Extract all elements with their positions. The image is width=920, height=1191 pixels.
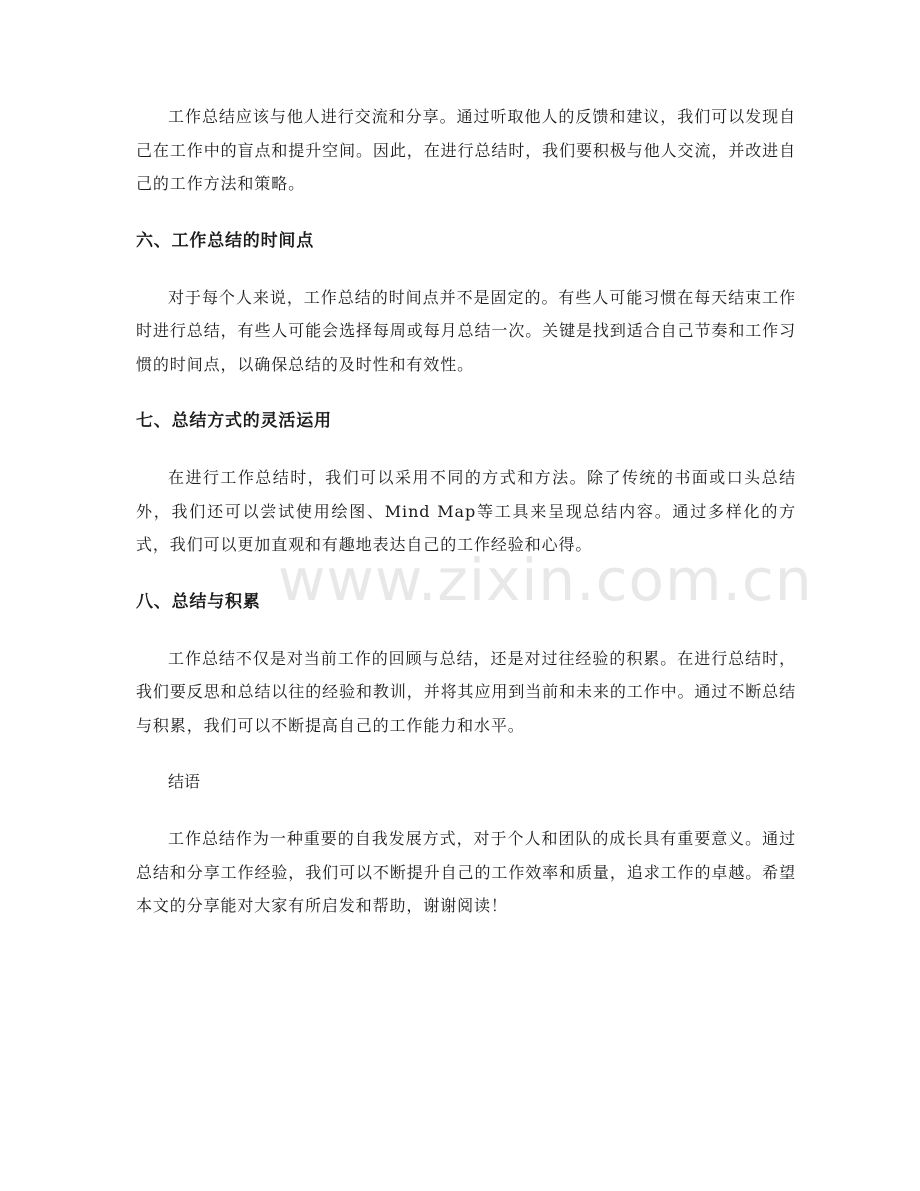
paragraph-accumulation: 工作总结不仅是对当前工作的回顾与总结，还是对过往经验的积累。在进行总结时，我们要反思和总结以往的经验和教训，并将其应用到当前和未来的工作中。通过不断总结与积累，我们可以不断提高自己的工作能力和水平。: [136, 648, 796, 735]
conclusion-label: 结语: [168, 772, 201, 791]
paragraph-timing: 对于每个人来说，工作总结的时间点并不是固定的。有些人可能习惯在每天结束工作时进行总结，有些人可能会选择每周或每月总结一次。关键是找到适合自己节奏和工作习惯的时间点，以确保总结的及时性和有效性。: [136, 287, 796, 374]
section-heading-7: 七、总结方式的灵活运用: [136, 411, 332, 431]
paragraph-communication: 工作总结应该与他人进行交流和分享。通过听取他人的反馈和建议，我们可以发现自己在工作中的盲点和提升空间。因此，在进行总结时，我们要积极与他人交流，并改进自己的工作方法和策略。: [136, 107, 796, 193]
watermark: www.zixin.com.cn: [278, 546, 813, 614]
paragraph-methods: 在进行工作总结时，我们可以采用不同的方式和方法。除了传统的书面或口头总结外，我们还可以尝试使用绘图、Mind Map等工具来呈现总结内容。通过多样化的方式，我们可以更加直观和有趣地表达自己的工作经验和心得。: [136, 468, 796, 554]
document-body: [136, 100, 796, 951]
section-heading-8: 八、总结与积累: [136, 591, 261, 612]
paragraph-conclusion: 工作总结作为一种重要的自我发展方式，对于个人和团队的成长具有重要意义。通过总结和分享工作经验，我们可以不断提升自己的工作效率和质量，追求工作的卓越。希望本文的分享能对大家有所启发和帮助，谢谢阅读！: [136, 829, 796, 915]
section-heading-6: 六、工作总结的时间点: [136, 230, 314, 251]
